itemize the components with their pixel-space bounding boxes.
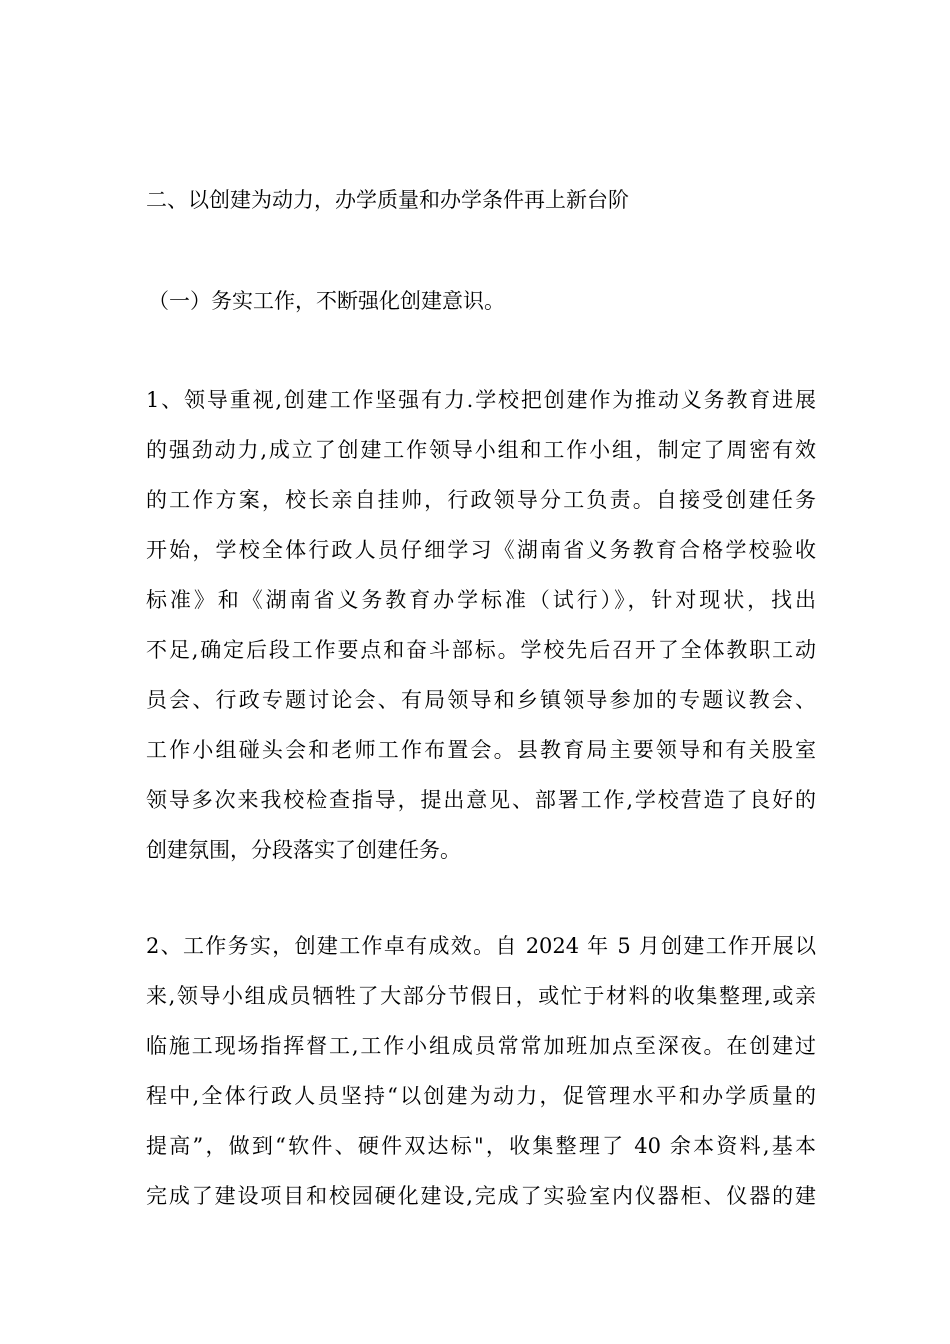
- paragraph-line: 的工作方案，校长亲自挂帅，行政领导分工负责。自接受创建任务: [146, 488, 816, 512]
- subsection-heading: （一）务实工作，不断强化创建意识。: [148, 289, 505, 313]
- paragraph-line: 不足,确定后段工作要点和奋斗部标。学校先后召开了全体教职工动: [146, 638, 816, 662]
- section-heading: 二、以创建为动力，办学质量和办学条件再上新台阶: [146, 188, 629, 212]
- paragraph-line: 2、工作务实，创建工作卓有成效。自 2024 年 5 月创建工作开展以: [146, 934, 816, 958]
- paragraph-line: 创建氛围，分段落实了创建任务。: [146, 838, 461, 862]
- paragraph-line: 标准》和《湖南省义务教育办学标准（试行）》，针对现状，找出: [146, 588, 816, 612]
- paragraph-line: 程中,全体行政人员坚持“以创建为动力，促管理水平和办学质量的: [146, 1084, 816, 1108]
- paragraph-line: 领导多次来我校检查指导，提出意见、部署工作,学校营造了良好的: [146, 788, 816, 812]
- paragraph-line: 工作小组碰头会和老师工作布置会。县教育局主要领导和有关股室: [146, 738, 816, 762]
- paragraph-line: 来,领导小组成员牺牲了大部分节假日，或忙于材料的收集整理,或亲: [146, 984, 816, 1008]
- paragraph-line: 提高”，做到“软件、硬件双达标"，收集整理了 40 余本资料,基本: [146, 1134, 816, 1158]
- paragraph-line: 完成了建设项目和校园硬化建设,完成了实验室内仪器柜、仪器的建: [146, 1184, 816, 1208]
- paragraph-line: 1、领导重视,创建工作坚强有力.学校把创建作为推动义务教育进展: [146, 388, 816, 412]
- paragraph-line: 的强劲动力,成立了创建工作领导小组和工作小组，制定了周密有效: [146, 438, 816, 462]
- paragraph-line: 临施工现场指挥督工,工作小组成员常常加班加点至深夜。在创建过: [146, 1034, 816, 1058]
- paragraph-line: 员会、行政专题讨论会、有局领导和乡镇领导参加的专题议教会、: [146, 688, 816, 712]
- paragraph-line: 开始，学校全体行政人员仔细学习《湖南省义务教育合格学校验收: [146, 538, 816, 562]
